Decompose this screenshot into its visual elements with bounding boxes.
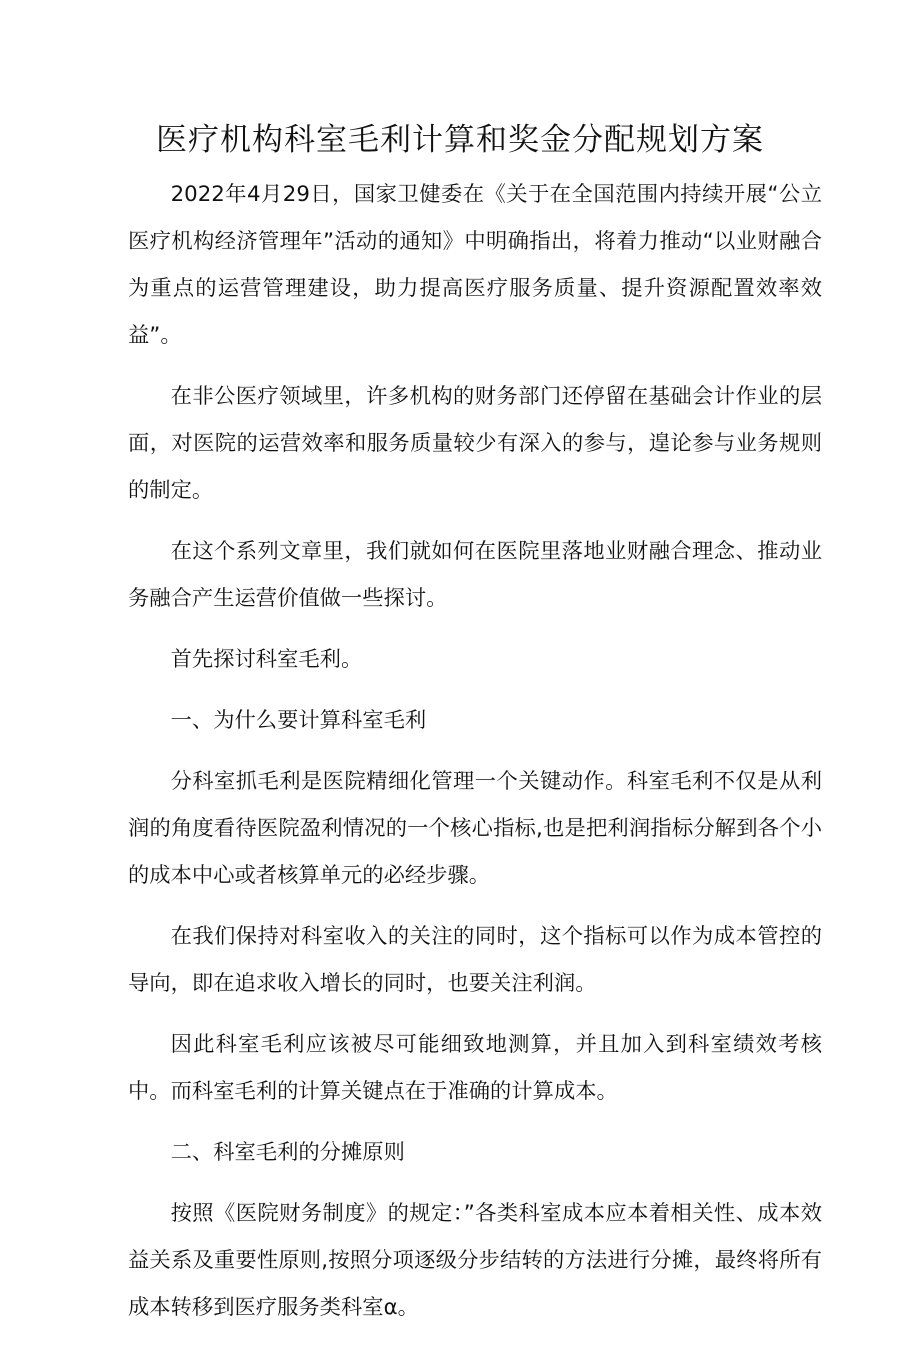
document-body: [128, 171, 822, 1345]
section-heading-1: 一、为什么要计算科室毛利: [170, 708, 427, 733]
paragraph-why-2: 在我们保持对科室收入的关注的同时，这个指标可以作为成本管控的导向，即在追求收入增长的同时，也要关注利润。: [128, 924, 822, 996]
paragraph-why-1: 分科室抓毛利是医院精细化管理一个关键动作。科室毛利不仅是从利润的角度看待医院盈利情况的一个核心指标,也是把利润指标分解到各个小的成本中心或者核算单元的必经步骤。: [128, 769, 822, 888]
paragraph-principle: 按照《医院财务制度》的规定：”各类科室成本应本着相关性、成本效益关系及重要性原则,按照分项逐级分步结转的方法进行分摊，最终将所有成本转移到医疗服务类科室α。: [128, 1201, 822, 1320]
section-heading-2: 二、科室毛利的分摊原则: [170, 1140, 405, 1165]
paragraph-series: 在这个系列文章里，我们就如何在医院里落地业财融合理念、推动业务融合产生运营价值做一些探讨。: [128, 539, 822, 611]
paragraph-intro: 2022年4月29日，国家卫健委在《关于在全国范围内持续开展“公立医疗机构经济管理年”活动的通知》中明确指出，将着力推动“以业财融合为重点的运营管理建设，助力提高医疗服务质量、提升资源配置效率效益”。: [128, 182, 822, 348]
document-title: 医疗机构科室毛利计算和奖金分配规划方案: [156, 122, 764, 158]
paragraph-why-3: 因此科室毛利应该被尽可能细致地测算，并且加入到科室绩效考核中。而科室毛利的计算关键点在于准确的计算成本。: [128, 1032, 822, 1104]
paragraph-first: 首先探讨科室毛利。: [170, 647, 363, 672]
paragraph-non-public: 在非公医疗领域里，许多机构的财务部门还停留在基础会计作业的层面，对医院的运营效率和服务质量较少有深入的参与，遑论参与业务规则的制定。: [128, 384, 822, 503]
